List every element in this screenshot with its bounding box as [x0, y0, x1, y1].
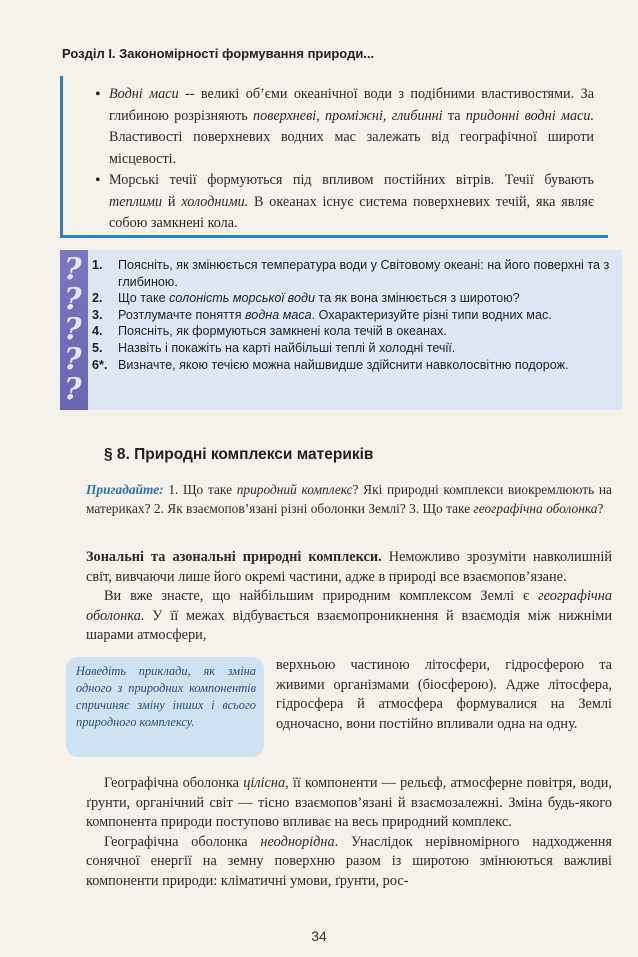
text-run: ? — [597, 501, 604, 516]
paragraph — [86, 833, 612, 892]
question-text — [118, 341, 455, 355]
side-note-box: Наведіть приклади, як зміна одного з природних компонентів спричиняє зміну інших і всього природного комплексу. — [66, 657, 264, 757]
paragraph — [86, 548, 612, 587]
recall-text — [86, 482, 612, 516]
question-number: 4. — [92, 324, 103, 339]
text-run: Поясніть, як змінюється температура води у Світовому океані: на його поверхні та з глибиною. — [118, 258, 610, 289]
text-run: , її компоненти — рельєф, атмосферне повітря, води, ґрунти, органічний світ — тісно взаємопов’язані й взаємозалежні. Зміна будь-якого компонента природи поступово впливає на весь природний комплекс. — [86, 775, 612, 831]
italic-term: географічна оболонка. — [86, 588, 612, 624]
italic-term: придонні водні маси. — [465, 107, 594, 124]
summary-box — [60, 76, 608, 238]
section-title: § 8. Природні комплекси материків — [104, 446, 374, 463]
italic-term: холодними. — [181, 193, 249, 210]
question-number: 2. — [92, 291, 103, 306]
text-run: Визначте, якою течією можна найшвидше здійснити навколосвітню подорож. — [118, 357, 569, 372]
text-run: та як вона змінюється з широтою? — [314, 291, 520, 306]
question-text — [118, 258, 609, 289]
italic-term: солоність морської води — [169, 291, 315, 306]
summary-item — [109, 84, 594, 170]
text-run: Ви вже знаєте, що найбільшим природним комплексом Землі є — [104, 588, 539, 605]
text-run: -- великі об’єми океанічної води з подібними властивостями. За глибиною розрізняють — [109, 86, 594, 124]
question-mark-icon: ? — [64, 282, 82, 317]
paragraph — [86, 587, 612, 646]
question-text — [118, 324, 447, 338]
text-run: Назвіть і покажіть на карті найбільші теплі й холодні течії. — [118, 340, 456, 355]
question-text — [118, 308, 552, 322]
question-number: 5. — [92, 340, 103, 355]
text-run: Розтлумачте поняття — [118, 307, 246, 322]
text-run: У її межах відбувається взаємопроникнення й взаємодія між нижніми шарами атмосфери, — [86, 607, 612, 644]
summary-item — [109, 170, 594, 235]
italic-term: Водні маси — [109, 86, 179, 102]
question-mark-icon: ? — [64, 372, 82, 407]
questions-block — [60, 250, 622, 410]
recall-label: Пригадайте: — [86, 482, 164, 497]
text-run: Поясніть, як формуються замкнені кола течій в океанах. — [118, 324, 447, 339]
text-run: . Охарактеризуйте різні типи водних мас. — [311, 307, 552, 322]
paragraph-continuation: верхньою частиною літосфери, гідросферою та живими організмами (біосферою). Адже літосфера, гідросфера й атмосфера формувалися на Землі одночасно, вони постійно впливали одна на одну. — [276, 657, 612, 732]
page-number: 34 — [311, 928, 327, 944]
italic-term: географічна оболонка — [473, 501, 598, 516]
paragraph-heading: Зональні та азональні природні комплекси. — [86, 549, 382, 565]
question-item — [92, 290, 616, 307]
body-text — [86, 548, 612, 646]
text-run: й — [162, 193, 182, 210]
question-text — [118, 358, 569, 372]
text-run: 1. Що таке — [163, 482, 237, 497]
text-run: Географічна оболонка — [104, 775, 244, 791]
question-mark-icon: ? — [64, 312, 82, 347]
question-item — [92, 257, 616, 290]
text-run: . Унаслідок нерівномірного надходження сонячної енергії на земну поверхню разом із широтою змінюються важливі компоненти природи: кліматичні умови, ґрунти, рос- — [86, 833, 613, 889]
questions-list — [92, 257, 616, 373]
question-number: 3. — [92, 307, 103, 322]
italic-term: цілісна — [243, 775, 286, 791]
text-run: В океанах існує система поверхневих течій, яка являє собою замкнені кола. — [109, 193, 594, 231]
text-run: Морські течії формуються під впливом постійних вітрів. Течії бувають — [109, 172, 594, 188]
text-run: Географічна оболонка — [104, 833, 261, 850]
question-item — [92, 340, 616, 357]
italic-term: природний комплекс — [236, 482, 353, 497]
question-number: 1. — [92, 258, 103, 272]
question-mark-icon: ? — [64, 252, 82, 287]
question-item — [92, 323, 616, 340]
question-number: 6*. — [92, 357, 108, 372]
paragraph — [86, 774, 612, 833]
question-mark-icon: ? — [64, 342, 82, 377]
question-item — [92, 307, 616, 324]
text-run: та — [442, 107, 466, 124]
running-head: Розділ І. Закономірності формування природи... — [62, 46, 375, 61]
italic-term: неоднорідна — [260, 833, 335, 850]
italic-term: водна маса — [245, 307, 312, 322]
paragraph-text: Неможливо зрозуміти навколишній світ, вивчаючи лише його окремі частини, адже в природі все взаємопов’язане. — [86, 549, 612, 585]
italic-term: теплими — [109, 193, 163, 210]
question-item — [92, 357, 616, 374]
recall-prompt — [86, 480, 612, 518]
body-text-lower — [86, 774, 612, 892]
question-strip — [60, 250, 88, 410]
italic-term: поверхневі, проміжні, глибинні — [253, 107, 443, 124]
text-run: Властивості поверхневих водних мас залежать від географічної широти місцевості. — [109, 129, 594, 167]
summary-list — [63, 76, 608, 235]
question-text — [118, 291, 520, 305]
text-run: ? Які природні комплекси виокремлюють на материках? 2. Як взаємопов’язані різні оболонки Землі? 3. Що таке — [86, 482, 612, 516]
text-run: Що таке — [118, 291, 170, 306]
